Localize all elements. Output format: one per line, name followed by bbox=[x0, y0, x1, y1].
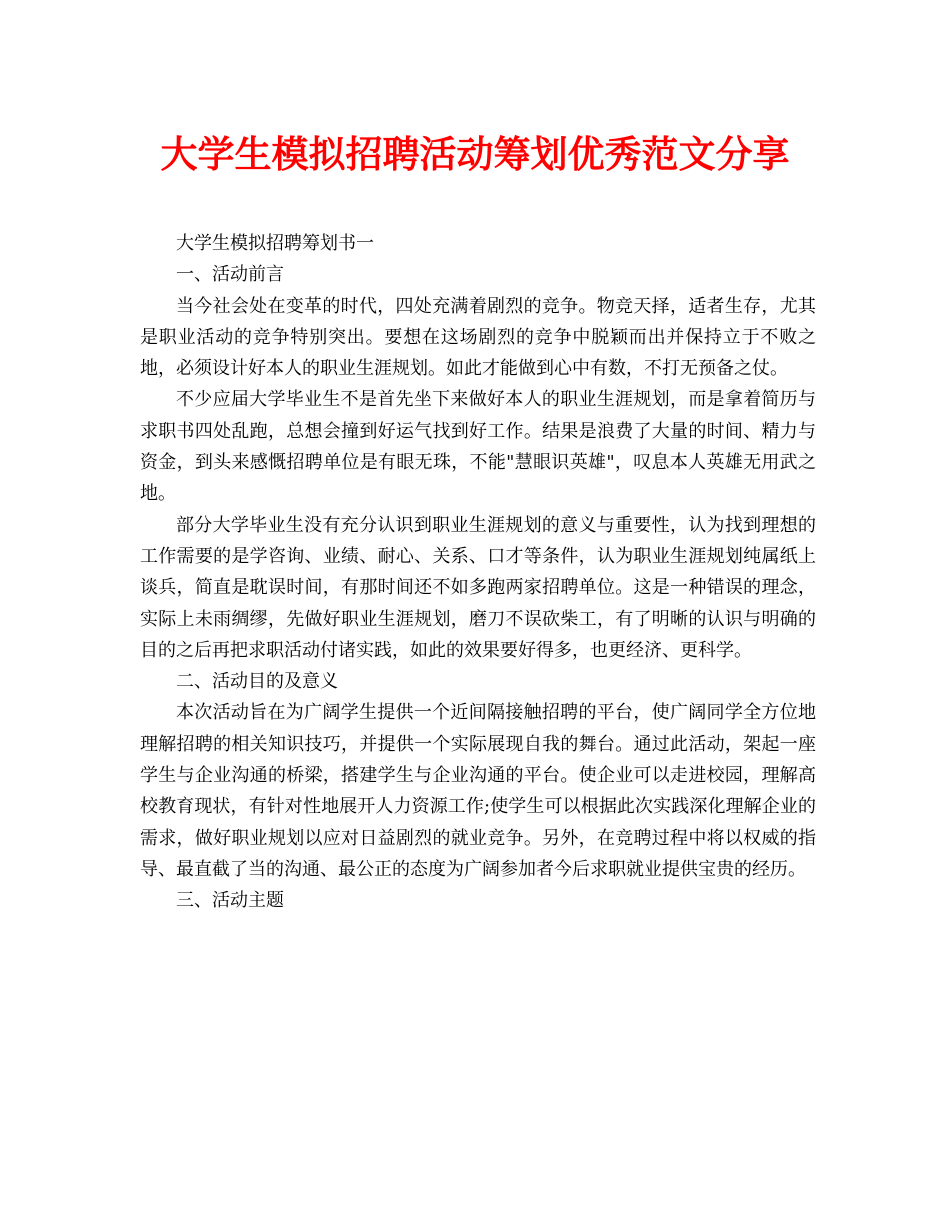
document-body bbox=[140, 228, 816, 917]
paragraph: 本次活动旨在为广阔学生提供一个近间隔接触招聘的平台，使广阔同学全方位地理解招聘的相关知识技巧，并提供一个实际展现自我的舞台。通过此活动，架起一座学生与企业沟通的桥梁，搭建学生与企业沟通的平台。使企业可以走进校园，理解高校教育现状，有针对性地展开人力资源工作;使学生可以根据此次实践深化理解企业的需求，做好职业规划以应对日益剧烈的就业竞争。另外，在竞聘过程中将以权威的指导、最直截了当的沟通、最公正的态度为广阔参加者今后求职就业提供宝贵的经历。 bbox=[140, 702, 816, 880]
section-heading-2: 二、活动目的及意义 bbox=[176, 671, 338, 693]
paragraph: 不少应届大学毕业生不是首先坐下来做好本人的职业生涯规划，而是拿着简历与求职书四处乱跑，总想会撞到好运气找到好工作。结果是浪费了大量的时间、精力与资金，到头来感慨招聘单位是有眼无珠，不能"慧眼识英雄"，叹息本人英雄无用武之地。 bbox=[140, 389, 816, 505]
document-title: 大学生模拟招聘活动筹划优秀范文分享 bbox=[160, 132, 790, 176]
section-heading-3: 三、活动主题 bbox=[176, 890, 284, 912]
section-heading-1: 一、活动前言 bbox=[176, 264, 284, 286]
paragraph-subtitle: 大学生模拟招聘筹划书一 bbox=[176, 233, 374, 254]
paragraph: 当今社会处在变革的时代，四处充满着剧烈的竞争。物竞天择，适者生存，尤其是职业活动的竞争特别突出。要想在这场剧烈的竞争中脱颖而出并保持立于不败之地，必须设计好本人的职业生涯规划。如此才能做到心中有数，不打无预备之仗。 bbox=[140, 295, 816, 380]
paragraph: 部分大学毕业生没有充分认识到职业生涯规划的意义与重要性，认为找到理想的工作需要的是学咨询、业绩、耐心、关系、口才等条件，认为职业生涯规划纯属纸上谈兵，简直是耽误时间，有那时间还不如多跑两家招聘单位。这是一种错误的理念，实际上未雨绸缪，先做好职业生涯规划，磨刀不误砍柴工，有了明晰的认识与明确的目的之后再把求职活动付诸实践，如此的效果要好得多，也更经济、更科学。 bbox=[140, 514, 816, 661]
